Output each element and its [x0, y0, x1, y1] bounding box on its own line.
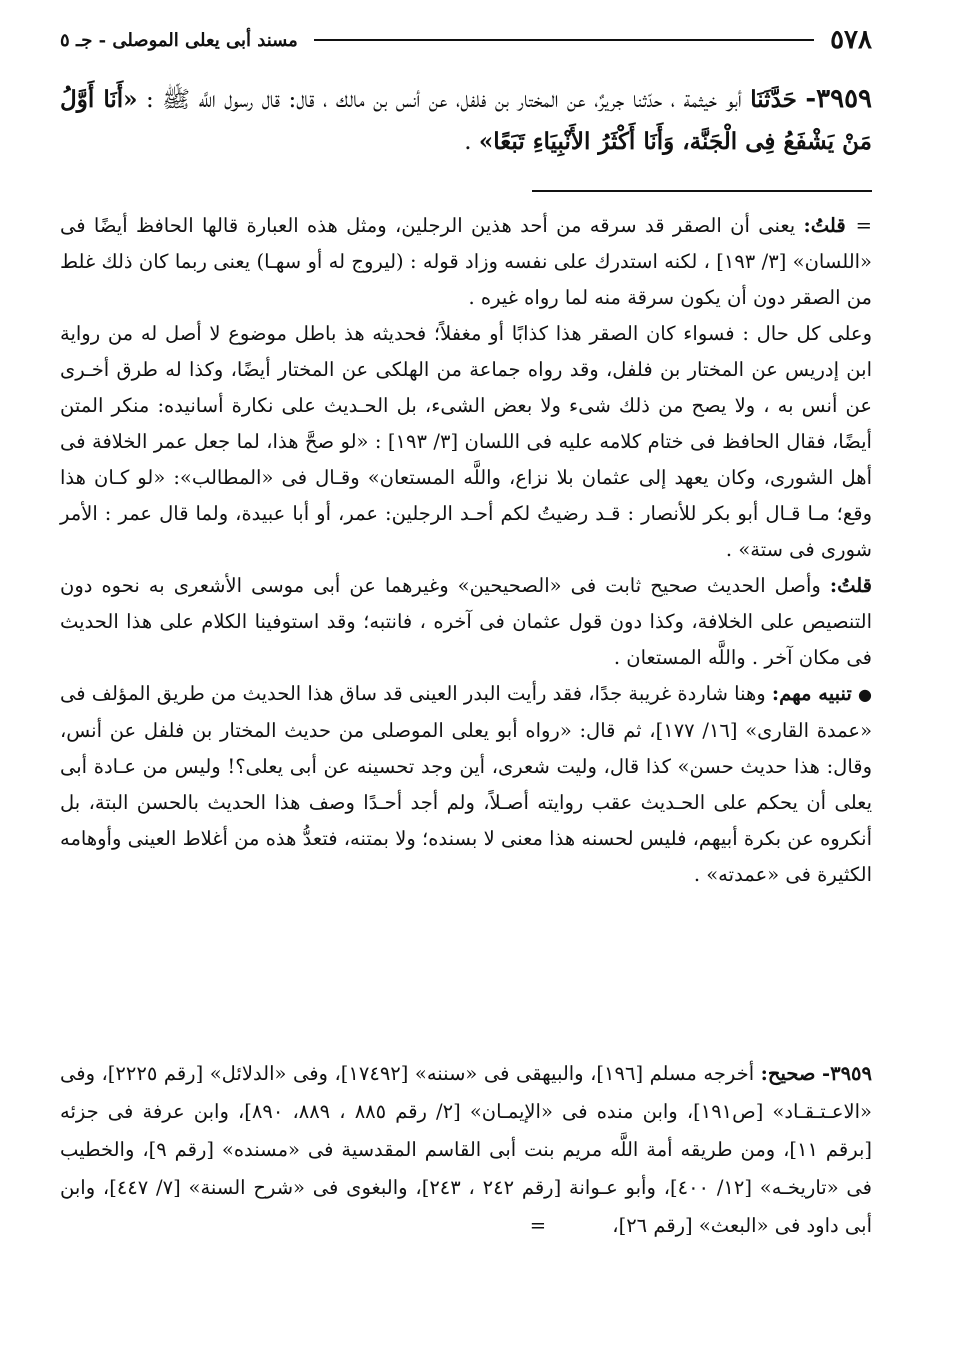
note-text: وهنا شاردة غريبة جدًا، فقد رأيت البدر العينى قد ساق هذا الحديث من طريق المؤلف فى «عمدة القارى» [١٦/ ١٧٧]، ثم قال: «رواه أبو يعلى الموصلى من حديث المختار بن فلفل عن أنس، وقال: هذا حديث حسن» كذا قال، وليت شعرى، أين وجد تحسينه عن أبى يعلى؟! وليس من عـادة أبى يعلى أن يحكم على الحـديث عقب روايته أصـلاً، ولم أجد أحـدًا وصف هذا الحديث بالحسن البتة، بل أنكروه عن بكرة أبيهم، فليس لحسنه هذا معنى لا بسنده؛ ولا بمتنه، فتعدُّ هذه من أغلاط العينى وأوهامه الكثيرة فى «عمدته» .	[60, 682, 872, 886]
takhrij-paragraph	[60, 1055, 872, 1245]
note-paragraph-4	[60, 676, 872, 893]
note-text: يعنى أن الصقر قد سرقه من أحد هذين الرجلين، ومثل هذه العبارة قالها الحافظ أيضًا فى «اللسان» [٣/ ١٩٣] ، لكنه استدرك على نفسه وزاد قوله : (ليروج له أو سهـا) يعنى ربما كان ذلك غلط من الصقر دون أن يكون سرقة منه لما رواه غيره .	[60, 214, 872, 309]
footnote-separator	[532, 190, 872, 192]
document-page	[60, 0, 872, 1365]
page-number: ٥٧٨	[830, 25, 872, 55]
footnotes	[60, 208, 872, 893]
note-text: وأصل الحديث صحيح ثابت فى «الصحيحين» وغيرهما عن أبى موسى الأشعرى به نحوه دون التنصيص على الخلافة، وكذا دون قول عثمان فى آخره ، فانتبه؛ وقد استوفينا الكلام على هذا الحديث فى مكان آخر . واللَّه المستعان .	[60, 574, 872, 669]
note-keyword: قلتُ:	[803, 214, 846, 237]
hadith-end: .	[464, 129, 472, 155]
continuation-mark: =	[855, 214, 872, 237]
continuation-mark: =	[529, 1214, 547, 1237]
running-title: مسند أبى يعلى الموصلى - جـ ٥	[60, 29, 298, 51]
note-keyword: قلتُ:	[829, 574, 872, 597]
takhrij-section	[60, 1055, 872, 1245]
hadith-text	[60, 78, 872, 163]
note-text: وعلى كل حال : فسواء كان الصقر هذا كذابًا أو مغفلاً؛ فحديثه هذ باطل موضوع لا أصل له من رواية ابن إدريس عن المختار بن فلفل، وقد رواه جماعة من الهلكى عن المختار أيضًا، وكذا له طرق أخـرى عن أنس به ، ولا يصح من ذلك شىء ولا بعض الشىء، بل الحـديث على نكارة أسانيده: منكر المتن أيضًا، فقال الحافظ فى ختام كلامه عليه فى اللسان [٣/ ١٩٣] : «لو صحَّ هذا، لما جعل عمر الخلافة فى أهل الشورى، وكان يعهد إلى عثمان بلا نزاع، واللَّه المستعان» وقـال فى «المطالب»: «لو كـان هذا وقع؛ مـا قـال أبو بكر للأنصار : قـد رضيتُ لكم أحـد الرجلين: عمر، أو أبا عبيدة، ولما قال عمر : الأمر شورى فى ستة» .	[60, 322, 872, 561]
hadith-isnad: أبو خيثمة ، حدّثنا جريرٌ، عن المختار بن فلفل، عن أنس بن مالك ، قال: قال رسول اللَّه ﷺ :	[146, 87, 742, 113]
takhrij-text: أخرجه مسلم [١٩٦]، والبيهقى فى «سننه» [١٧٤٩٢]، وفى «الدلائل» [رقم ٢٢٢٥]، وفى «الاعـتـقـاد» [ص١٩١]، وابن منده فى «الإيمـان» [٢/ رقم ٨٨٥ ، ٨٨٩، ٨٩٠]، وابن عرفة فى جزئه [برقم ١١]، ومن طريقه أمة اللَّه مريم بنت أبى القاسم المقدسية فى «مسنده» [رقم ٩]، والخطيب فى «تاريخـه» [١٢/ ٤٠٠]، وأبو عـوانة [رقم ٢٤٢ ، ٢٤٣]، والبغوى فى «شرح السنة» [٧/ ٤٤٧]، وابن أبى داود فى «البعث» [رقم ٢٦]،	[60, 1062, 873, 1237]
hadith-number: ٣٩٥٩-	[805, 84, 872, 114]
bullet-icon: ●	[858, 685, 872, 704]
takhrij-grade: صحيح:	[760, 1062, 816, 1085]
header-rule	[314, 39, 814, 41]
note-keyword: تنبيه مهم:	[771, 682, 852, 705]
note-paragraph-1	[60, 208, 872, 316]
note-paragraph-2	[60, 316, 872, 568]
hadith-lead: حَدَّثَنَا	[750, 86, 797, 113]
takhrij-number: ٣٩٥٩-	[822, 1062, 873, 1085]
hadith-quote: «أَنَا أَوَّلُ مَنْ يَشْفَعُ فِى الْجَنَّة، وَأَنَا أَكْثَرُ الأَنْبِيَاءِ تَبَعًا»	[60, 86, 872, 155]
page-header	[60, 20, 872, 60]
note-paragraph-3	[60, 568, 872, 676]
